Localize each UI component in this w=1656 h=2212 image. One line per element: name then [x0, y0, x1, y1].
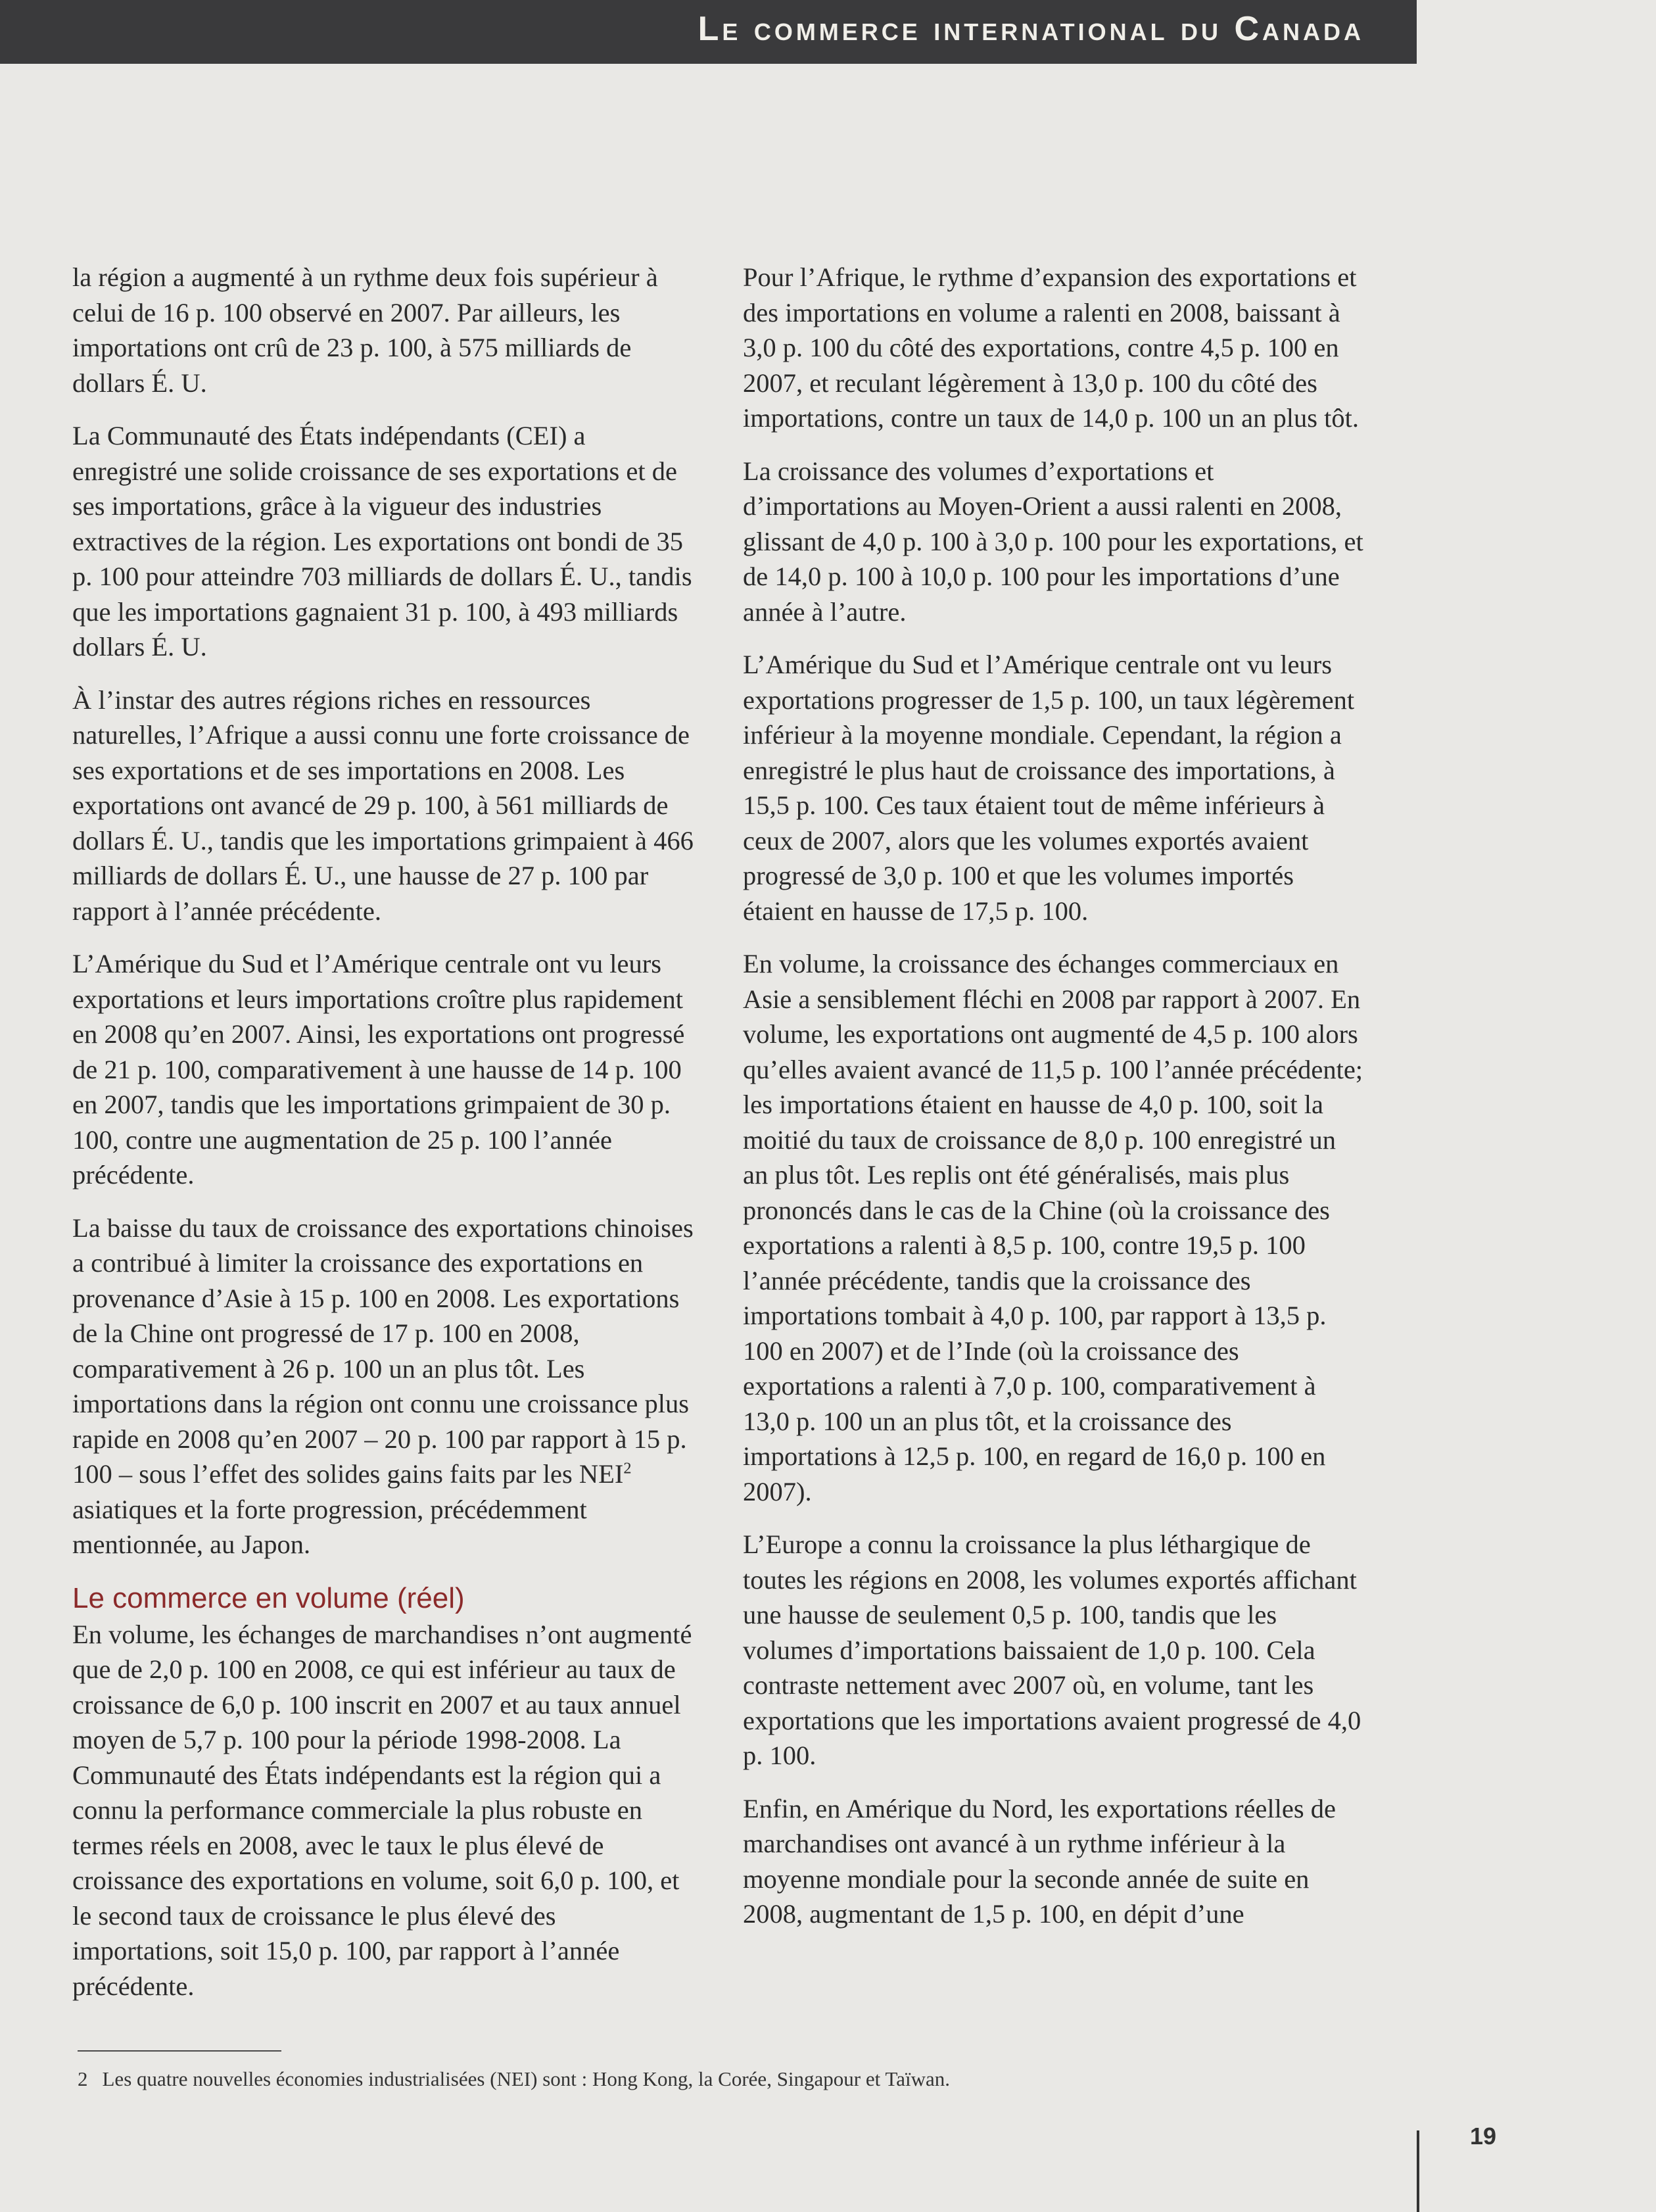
- paragraph-asia: [72, 1211, 694, 1562]
- paragraph: À l’instar des autres régions riches en ressources naturelles, l’Afrique a aussi connu une forte croissance de ses exportations et de ses importations en 2008. Les exportations ont avancé de 29 p. 100, à 561 milliards de dollars É. U., tandis que les importations grimpaient à 466 milliards de dollars É. U., une hausse de 27 p. 100 par rapport à l’année précédente.: [72, 685, 694, 926]
- paragraph: En volume, les échanges de marchandises n’ont augmenté que de 2,0 p. 100 en 2008, ce qui est inférieur au taux de croissance de 6,0 p. 100 inscrit en 2007 et au taux annuel moyen de 5,7 p. 100 pour la période 1998-2008. La Communauté des États indépendants est la région qui a connu la performance commerciale la plus robuste en termes réels en 2008, avec le taux le plus élevé de croissance des exportations en volume, soit 6,0 p. 100, et le second taux de croissance le plus élevé des importations, soit 15,0 p. 100, par rapport à l’année précédente.: [72, 1619, 692, 2001]
- paragraph: En volume, la croissance des échanges commerciaux en Asie a sensiblement fléchi en 2008 par rapport à 2007. En volume, les exportations ont augmenté de 4,5 p. 100 alors qu’elles avaient avancé de 11,5 p. 100 l’année précédente; les importations étaient en hausse de 4,0 p. 100, soit la moitié du taux de croissance de 8,0 p. 100 enregistré un an plus tôt. Les replis ont été généralisés, mais plus prononcés dans le cas de la Chine (où la croissance des exportations a ralenti à 8,5 p. 100, contre 19,5 p. 100 l’année précédente, tandis que la croissance des importations tombait à 4,0 p. 100, par rapport à 13,5 p. 100 en 2007) et de l’Inde (où la croissance des exportations a ralenti à 7,0 p. 100, comparativement à 13,0 p. 100 un an plus tôt, et la croissance des importations à 12,5 p. 100, en regard de 16,0 p. 100 en 2007).: [743, 949, 1363, 1506]
- left-column: [72, 260, 694, 2021]
- running-header-title: Le commerce international du Canada: [698, 10, 1364, 48]
- footnote-divider: [78, 2050, 281, 2052]
- paragraph-text: La baisse du taux de croissance des exportations chinoises a contribué à limiter la croissance des exportations en provenance d’Asie à 15 p. 100 en 2008. Les exportations de la Chine ont progressé de 17 p. 100 en 2008, comparativement à 26 p. 100 un an plus tôt. Les importations dans la région ont connu une croissance plus rapide en 2008 qu’en 2007 – 20 p. 100 par rapport à 15 p. 100 – sous l’effet des solides gains faits par les NEI: [72, 1213, 694, 1489]
- paragraph: L’Europe a connu la croissance la plus léthargique de toutes les régions en 2008, les volumes exportés affichant une hausse de seulement 0,5 p. 100, tandis que les volumes d’importations baissaient de 1,0 p. 100. Cela contraste nettement avec 2007 où, en volume, tant les exportations que les importations avaient progressé de 4,0 p. 100.: [743, 1529, 1361, 1770]
- paragraph: La Communauté des États indépendants (CEI) a enregistré une solide croissance de ses exportations et de ses importations, grâce à la vigueur des industries extractives de la région. Les exportations ont bondi de 35 p. 100 pour atteindre 703 milliards de dollars É. U., tandis que les importations gagnaient 31 p. 100, à 493 milliards dollars É. U.: [72, 421, 692, 661]
- page-number: 19: [1470, 2123, 1497, 2150]
- paragraph: Enfin, en Amérique du Nord, les exportations réelles de marchandises ont avancé à un rythme inférieur à la moyenne mondiale pour la seconde année de suite en 2008, augmentant de 1,5 p. 100, en dépit d’une: [743, 1793, 1336, 1929]
- right-column: [743, 260, 1364, 1950]
- footnote-text: Les quatre nouvelles économies industrialisées (NEI) sont : Hong Kong, la Corée, Singapour et Taïwan.: [102, 2067, 950, 2090]
- header-bar: [0, 0, 1417, 64]
- page-number-rule: [1417, 2130, 1419, 2212]
- paragraph: L’Amérique du Sud et l’Amérique centrale ont vu leurs exportations progresser de 1,5 p. 100, un taux légèrement inférieur à la moyenne mondiale. Cependant, la région a enregistré le plus haut de croissance des importations, à 15,5 p. 100. Ces taux étaient tout de même inférieurs à ceux de 2007, alors que les volumes exportés avaient progressé de 3,0 p. 100 et que les volumes importés étaient en hausse de 17,5 p. 100.: [743, 650, 1355, 926]
- paragraph: Pour l’Afrique, le rythme d’expansion des exportations et des importations en volume a ralenti en 2008, baissant à 3,0 p. 100 du côté des exportations, contre 4,5 p. 100 en 2007, et reculant légèrement à 13,0 p. 100 du côté des importations, contre un taux de 14,0 p. 100 un an plus tôt.: [743, 262, 1359, 433]
- footnote: [78, 2066, 950, 2092]
- paragraph-text: asiatiques et la forte progression, précédemment mentionnée, au Japon.: [72, 1494, 587, 1559]
- paragraph: la région a augmenté à un rythme deux fois supérieur à celui de 16 p. 100 observé en 2007. Par ailleurs, les importations ont crû de 23 p. 100, à 575 milliards de dollars É. U.: [72, 262, 658, 398]
- section-heading: Le commerce en volume (réel): [72, 1581, 465, 1614]
- footnote-reference: 2: [623, 1459, 632, 1478]
- paragraph: La croissance des volumes d’exportations et d’importations au Moyen-Orient a aussi ralenti en 2008, glissant de 4,0 p. 100 à 3,0 p. 100 pour les exportations, et de 14,0 p. 100 à 10,0 p. 100 pour les importations d’une année à l’autre.: [743, 456, 1363, 627]
- footnote-number: 2: [78, 2067, 88, 2090]
- paragraph: L’Amérique du Sud et l’Amérique centrale ont vu leurs exportations et leurs importations croître plus rapidement en 2008 qu’en 2007. Ainsi, les exportations ont progressé de 21 p. 100, comparativement à une hausse de 14 p. 100 en 2007, tandis que les importations grimpaient de 30 p. 100, contre une augmentation de 25 p. 100 l’année précédente.: [72, 949, 685, 1190]
